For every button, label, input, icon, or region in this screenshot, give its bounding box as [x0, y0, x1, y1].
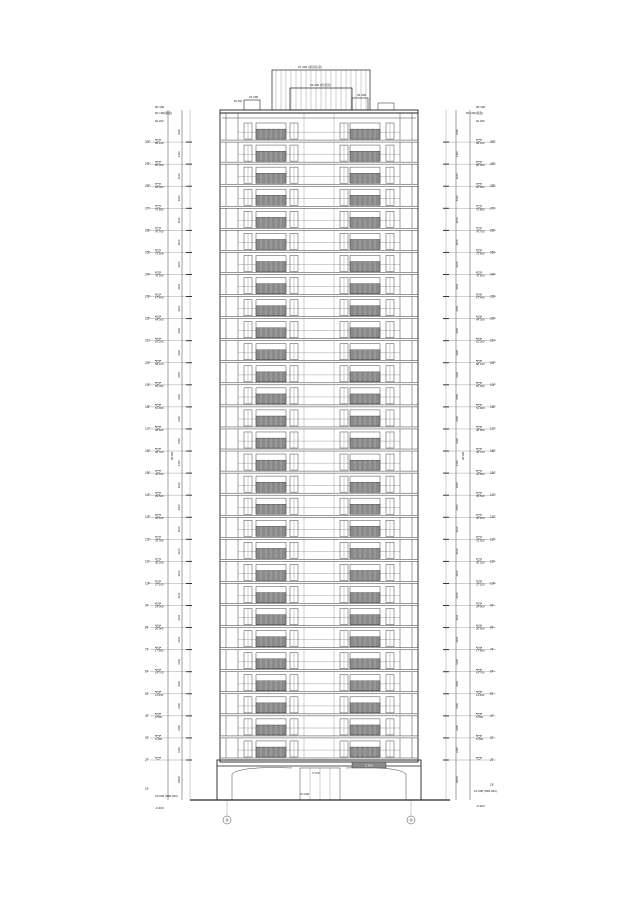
left-floor-elevation: 92.200: [155, 119, 164, 123]
floor-slab-band: [220, 272, 418, 274]
left-floor-elevation: 82.900: [155, 185, 164, 190]
axis-markers: [223, 800, 415, 824]
floor-slab-band: [220, 670, 418, 672]
right-overall-height: 90100: [461, 451, 465, 460]
right-floor-elevation: 55.000: [476, 383, 485, 388]
left-level-column: [145, 105, 192, 810]
left-floor-height: 3100: [178, 151, 181, 158]
floor-slab-band: [220, 736, 418, 738]
floor-slab-band: [220, 626, 418, 628]
left-floor-height: 3100: [178, 680, 181, 687]
left-floor-elevation: 8.500: [155, 714, 162, 719]
left-floor-elevation: 20.900: [155, 626, 164, 631]
right-floor-name: 23F: [490, 294, 496, 299]
left-top-parapet-level: 90.400: [155, 105, 165, 109]
floor-slab-band: [220, 162, 418, 164]
right-floor-name: 22F: [490, 316, 496, 321]
left-floor-elevation: 61.200: [155, 339, 164, 344]
left-floor-height: 3100: [178, 548, 181, 555]
left-floor-elevation: 27.100: [155, 582, 164, 587]
floor-slab-band: [220, 493, 418, 495]
right-floor-elevation: 58.100: [476, 361, 485, 366]
right-floor-name: 12F: [490, 537, 496, 542]
left-floor-height: 3100: [178, 195, 181, 202]
right-floor-height: 3100: [456, 504, 459, 511]
left-floor-elevation: 11.600: [155, 692, 164, 697]
floor-slab-band: [220, 140, 418, 142]
left-floor-elevation: 24.000: [155, 604, 164, 609]
right-floor-name: 26F: [490, 228, 496, 233]
right-floor-height: 3100: [456, 658, 459, 665]
roof-crown: [234, 64, 394, 110]
left-floor-name: 28F: [145, 184, 151, 189]
left-floor-height: 3100: [178, 614, 181, 621]
right-ground-height: 5400: [455, 776, 459, 783]
right-floor-height: 3100: [456, 703, 459, 709]
roof-vent-box: [378, 103, 394, 110]
level-triangle: [476, 758, 482, 761]
level-triangle: [155, 758, 161, 761]
left-floor-elevation: 14.700: [155, 670, 164, 675]
arch-right: [346, 768, 406, 800]
left-floor-name: 5F: [145, 691, 149, 696]
left-floor-name: 4F: [145, 713, 149, 718]
left-floor-height: 3100: [178, 526, 181, 533]
right-floor-height: 3100: [456, 680, 459, 687]
floor-slab-band: [220, 206, 418, 208]
parapet-small-elevation: 90.400: [234, 100, 242, 103]
left-floor-name: 13F: [145, 515, 151, 520]
left-floor-elevation: 33.300: [155, 538, 164, 543]
right-floor-name: 7F: [490, 647, 494, 652]
right-floor-height: 3100: [456, 217, 459, 224]
left-floor-height: 3100: [178, 504, 181, 511]
right-floor-height: 3100: [456, 548, 459, 555]
right-floor-elevation: 17.800: [476, 648, 485, 653]
floor-slab-band: [220, 317, 418, 319]
floor-slab-band: [220, 383, 418, 385]
left-floor-elevation: 58.100: [155, 361, 164, 366]
right-floor-height: 3100: [456, 129, 459, 136]
left-floor-name: 17F: [145, 426, 151, 431]
left-floor-height: 3100: [178, 129, 181, 136]
left-floor-height: 3100: [178, 327, 181, 334]
left-floor-elevation: 86.000: [155, 163, 164, 168]
floor-slab-band: [220, 449, 418, 451]
left-top-roof-level: 90.100(屋面): [155, 111, 173, 115]
right-floor-name: 16F: [490, 449, 496, 454]
left-floor-elevation: 67.400: [155, 295, 164, 300]
right-floor-elevation: 30.200: [476, 560, 485, 565]
right-floor-elevation: 20.900: [476, 626, 485, 631]
left-floor-elevation: 51.900: [155, 405, 164, 410]
left-floor-name: 7F: [145, 647, 149, 652]
left-floor-height: 3100: [178, 482, 181, 489]
entrance-floor-elevation: ±0.000: [300, 792, 310, 796]
right-floor-height: 3100: [456, 173, 459, 180]
floor-slab-band: [220, 361, 418, 363]
floor-slab-band: [220, 295, 418, 297]
right-floor-elevation: 14.700: [476, 670, 485, 675]
floor-slab-band: [220, 427, 418, 429]
right-floor-name: 19F: [490, 382, 496, 387]
left-floor-elevation: 5.400: [155, 736, 162, 741]
left-floor-height: 3100: [178, 747, 181, 753]
left-floor-height: 3100: [178, 460, 181, 467]
left-floor-height: 3100: [178, 725, 181, 731]
left-grade-elevation: -0.300: [155, 806, 164, 810]
right-floor-elevation: 73.600: [476, 251, 485, 256]
right-floor-elevation: 39.500: [476, 494, 485, 499]
left-floor-name: 19F: [145, 382, 151, 387]
right-top-roof-level: 90.100(屋面): [466, 111, 484, 115]
right-floor-height: 3100: [456, 526, 459, 533]
left-floor-height: 3100: [178, 703, 181, 709]
right-floor-elevation: 27.100: [476, 582, 485, 587]
right-level-column: [443, 105, 497, 808]
right-floor-name: 21F: [490, 338, 496, 343]
left-floor-elevation: 55.000: [155, 383, 164, 388]
left-floor-elevation: 39.500: [155, 494, 164, 499]
left-floor-name: 21F: [145, 338, 151, 343]
right-floor-name: 17F: [490, 426, 496, 431]
right-floor-name: 3F: [490, 735, 494, 740]
canopy-elevation-left: 3.700: [312, 771, 320, 775]
axis-label-right: ①: [409, 817, 413, 823]
right-floor-height: 3100: [456, 592, 459, 599]
floor-slab-band: [220, 184, 418, 186]
right-ground-elevation: ±0.000 (598.400): [474, 789, 497, 793]
left-ground-floor-name: 1F: [145, 787, 149, 791]
canopy-elevation-right: 3.700: [365, 763, 373, 768]
right-floor-elevation: 48.800: [476, 427, 485, 432]
left-floor-name: 18F: [145, 404, 151, 409]
right-floor-elevation: 64.300: [476, 317, 485, 322]
right-floor-name: 30F: [490, 140, 496, 145]
right-floor-name: 25F: [490, 250, 496, 255]
right-floor-name: 4F: [490, 713, 494, 718]
left-overall-height: 90100: [170, 451, 174, 460]
right-floor-elevation: 36.400: [476, 516, 485, 521]
right-floor-elevation: 8.500: [476, 714, 483, 719]
floor-slab-band: [220, 228, 418, 230]
right-floor-elevation: 42.600: [476, 472, 485, 477]
floor-slab-band: [220, 515, 418, 517]
right-floor-name: 18F: [490, 404, 496, 409]
right-floor-name: 13F: [490, 515, 496, 520]
left-floor-name: 24F: [145, 272, 151, 277]
left-floor-elevation: 45.700: [155, 450, 164, 455]
axis-label-left: ⑭: [225, 817, 229, 823]
right-floor-elevation: 82.900: [476, 185, 485, 190]
right-floor-height: 3100: [456, 460, 459, 467]
right-floor-elevation: 92.200: [476, 119, 485, 123]
right-floor-name: 6F: [490, 669, 494, 674]
left-floor-height: 3100: [178, 372, 181, 378]
left-floor-name: 3F: [145, 735, 149, 740]
left-floor-elevation: 64.300: [155, 317, 164, 322]
right-floor-elevation: 70.500: [476, 273, 485, 278]
right-floor-elevation: 76.700: [476, 229, 485, 234]
left-floor-name: 9F: [145, 603, 149, 608]
right-floor-height: 3100: [456, 239, 459, 246]
right-floor-height: 3100: [456, 261, 459, 268]
left-floor-name: 2F: [145, 758, 149, 762]
left-floor-name: 26F: [145, 228, 151, 233]
left-floor-height: 3100: [178, 239, 181, 246]
left-floor-height: 3100: [178, 636, 181, 643]
right-floor-elevation: 61.200: [476, 339, 485, 344]
left-floor-name: 16F: [145, 449, 151, 454]
right-floor-name: 8F: [490, 625, 494, 630]
left-floor-name: 15F: [145, 471, 151, 476]
right-top-parapet-level: 90.400: [476, 105, 486, 109]
right-floor-name: 24F: [490, 272, 496, 277]
left-floor-name: 27F: [145, 206, 151, 211]
floor-slab-band: [220, 471, 418, 473]
right-floor-elevation: 89.100: [476, 141, 485, 146]
right-floor-height: 3100: [456, 636, 459, 643]
left-floor-elevation: 30.200: [155, 560, 164, 565]
left-floor-height: 3100: [178, 570, 181, 577]
right-floor-elevation: 79.800: [476, 207, 485, 212]
floor-slab-band: [220, 405, 418, 407]
left-floor-elevation: 36.400: [155, 516, 164, 521]
left-ground-elevation: ±0.000 (598.400): [155, 794, 178, 798]
right-floor-height: 3100: [456, 482, 459, 489]
left-floor-height: 3100: [178, 349, 181, 356]
left-floor-height: 3100: [178, 438, 181, 444]
right-floor-name: 10F: [490, 581, 496, 586]
left-floor-height: 3100: [178, 658, 181, 665]
roof-stair-box-right: [352, 98, 368, 110]
left-floor-height: 3100: [178, 305, 181, 312]
left-floor-name: 12F: [145, 537, 151, 542]
right-floor-name: 2F: [490, 758, 494, 762]
right-ground-floor-name: 1F: [490, 783, 494, 787]
roof-stair-box-left: [244, 100, 260, 110]
floor-slab-band: [220, 648, 418, 650]
floor-slab-band: [220, 692, 418, 694]
left-floor-height: 3100: [178, 173, 181, 180]
left-floor-height: 3100: [178, 416, 181, 422]
left-floor-elevation: 73.600: [155, 251, 164, 256]
right-floor-elevation: 33.300: [476, 538, 485, 543]
left-floor-name: 8F: [145, 625, 149, 630]
machine-room-elevation: 94.200 (机房顶): [310, 83, 332, 87]
tower-body: [220, 110, 418, 762]
right-floor-elevation: 11.600: [476, 692, 485, 697]
left-floor-name: 14F: [145, 493, 151, 498]
right-grade-elevation: -0.300: [476, 804, 485, 808]
floor-slab-band: [220, 250, 418, 252]
left-floor-name: 6F: [145, 669, 149, 674]
parapet-elevation-right: 91.300: [357, 93, 367, 97]
right-floor-elevation: 45.700: [476, 450, 485, 455]
right-floor-name: 5F: [490, 691, 494, 696]
left-floor-name: 10F: [145, 581, 151, 586]
right-floor-elevation: 5.400: [476, 736, 483, 741]
left-floor-name: 22F: [145, 316, 151, 321]
right-floor-name: 27F: [490, 206, 496, 211]
floor-slab-band: [220, 604, 418, 606]
tower-top-elevation: 97.300 (屋顶标高): [298, 65, 323, 69]
left-floor-height: 3100: [178, 261, 181, 268]
right-floor-name: 11F: [490, 559, 496, 564]
left-floor-elevation: 17.800: [155, 648, 164, 653]
left-floor-elevation: 48.800: [155, 427, 164, 432]
right-floor-name: 28F: [490, 184, 496, 189]
right-floor-elevation: 67.400: [476, 295, 485, 300]
right-floor-height: 3100: [456, 327, 459, 334]
right-floor-height: 3100: [456, 394, 459, 400]
right-floor-height: 3100: [456, 349, 459, 356]
left-floor-height: 3100: [178, 217, 181, 224]
left-floor-height: 3100: [178, 592, 181, 599]
right-floor-height: 3100: [456, 372, 459, 378]
left-floor-name: 30F: [145, 140, 151, 145]
left-floor-elevation: 42.600: [155, 472, 164, 477]
floor-slab-band: [220, 339, 418, 341]
right-floor-name: 15F: [490, 471, 496, 476]
right-floor-height: 3100: [456, 305, 459, 312]
floor-slab-band: [220, 559, 418, 561]
floor-slab-band: [220, 714, 418, 716]
podium: [190, 760, 450, 800]
left-floor-height: 3100: [178, 283, 181, 290]
right-floor-name: 20F: [490, 360, 496, 365]
arch-left: [232, 768, 292, 800]
right-floor-name: 14F: [490, 493, 496, 498]
right-floor-height: 3100: [456, 195, 459, 202]
right-floor-elevation: 51.900: [476, 405, 485, 410]
right-floor-height: 3100: [456, 570, 459, 577]
left-floor-name: 23F: [145, 294, 151, 299]
right-floor-elevation: 24.000: [476, 604, 485, 609]
left-floor-name: 29F: [145, 162, 151, 167]
right-floor-height: 3100: [456, 283, 459, 290]
left-floor-height: 3100: [178, 394, 181, 400]
left-floor-elevation: 79.800: [155, 207, 164, 212]
left-floor-elevation: 76.700: [155, 229, 164, 234]
right-floor-height: 3100: [456, 747, 459, 753]
right-floor-height: 3100: [456, 151, 459, 158]
floor-slab-band: [220, 581, 418, 583]
right-floor-height: 3100: [456, 614, 459, 621]
left-floor-name: 11F: [145, 559, 151, 564]
left-ground-height: 5400: [177, 776, 181, 783]
right-floor-name: 9F: [490, 603, 494, 608]
right-floor-name: 29F: [490, 162, 496, 167]
left-floor-name: 20F: [145, 360, 151, 365]
left-floor-name: 25F: [145, 250, 151, 255]
right-floor-height: 3100: [456, 725, 459, 731]
parapet-elevation-left: 91.300: [249, 95, 259, 99]
right-floor-elevation: 86.000: [476, 163, 485, 168]
left-floor-elevation: 89.100: [155, 141, 164, 146]
right-floor-height: 3100: [456, 438, 459, 444]
left-floor-elevation: 70.500: [155, 273, 164, 278]
right-floor-height: 3100: [456, 416, 459, 422]
floor-slab-band: [220, 537, 418, 539]
